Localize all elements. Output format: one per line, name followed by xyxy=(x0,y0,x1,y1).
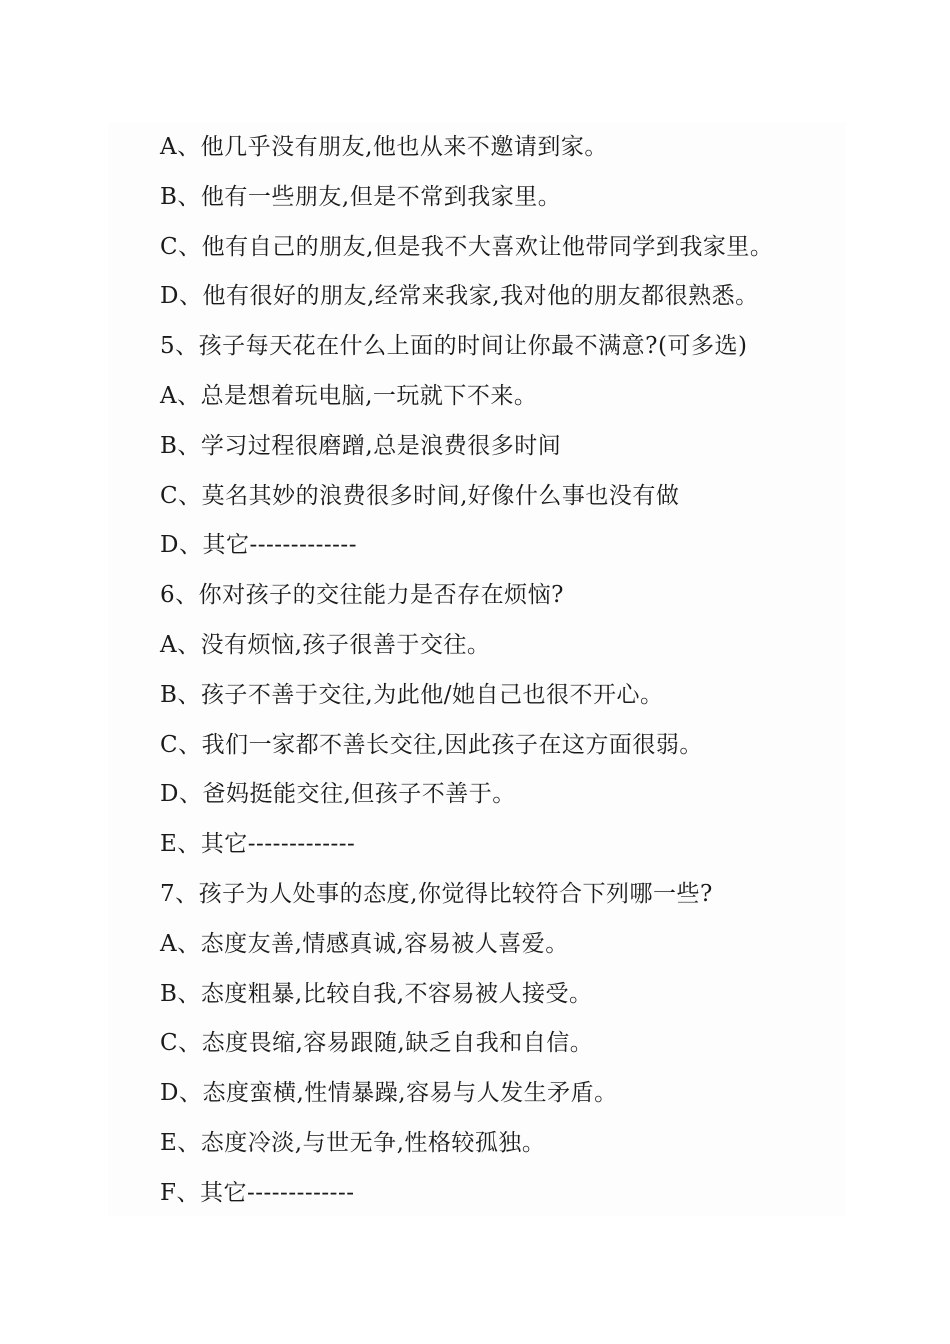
option-6e: E、其它------------- xyxy=(160,831,356,858)
document-body xyxy=(160,123,840,1219)
option-7a: A、态度友善,情感真诚,容易被人喜爱。 xyxy=(160,930,569,957)
option-4d: D、他有很好的朋友,经常来我家,我对他的朋友都很熟悉。 xyxy=(160,283,759,310)
option-7d: D、态度蛮横,性情暴躁,容易与人发生矛盾。 xyxy=(160,1080,618,1107)
option-7f: F、其它------------- xyxy=(160,1179,355,1206)
option-5b: B、学习过程很磨蹭,总是浪费很多时间 xyxy=(160,432,562,459)
option-6d: D、爸妈挺能交往,但孩子不善于。 xyxy=(160,781,516,808)
option-7c: C、态度畏缩,容易跟随,缺乏自我和自信。 xyxy=(160,1030,594,1057)
option-4c: C、他有自己的朋友,但是我不大喜欢让他带同学到我家里。 xyxy=(160,233,774,260)
option-6b: B、孩子不善于交往,为此他/她自己也很不开心。 xyxy=(160,681,664,708)
option-7b: B、态度粗暴,比较自我,不容易被人接受。 xyxy=(160,980,593,1007)
option-5c: C、莫名其妙的浪费很多时间,好像什么事也没有做 xyxy=(160,482,680,509)
option-4a: A、他几乎没有朋友,他也从来不邀请到家。 xyxy=(160,134,608,160)
question-5: 5、孩子每天花在什么上面的时间让你最不满意?(可多选) xyxy=(160,333,748,360)
option-6a: A、没有烦恼,孩子很善于交往。 xyxy=(160,631,491,658)
option-5d: D、其它------------- xyxy=(160,532,357,559)
option-5a: A、总是想着玩电脑,一玩就下不来。 xyxy=(160,382,538,409)
option-4b: B、他有一些朋友,但是不常到我家里。 xyxy=(160,183,562,210)
option-6c: C、我们一家都不善长交往,因此孩子在这方面很弱。 xyxy=(160,731,703,758)
question-6: 6、你对孩子的交往能力是否存在烦恼? xyxy=(160,582,564,609)
option-7e: E、态度冷淡,与世无争,性格较孤独。 xyxy=(160,1129,546,1156)
question-7: 7、孩子为人处事的态度,你觉得比较符合下列哪一些? xyxy=(160,880,713,907)
